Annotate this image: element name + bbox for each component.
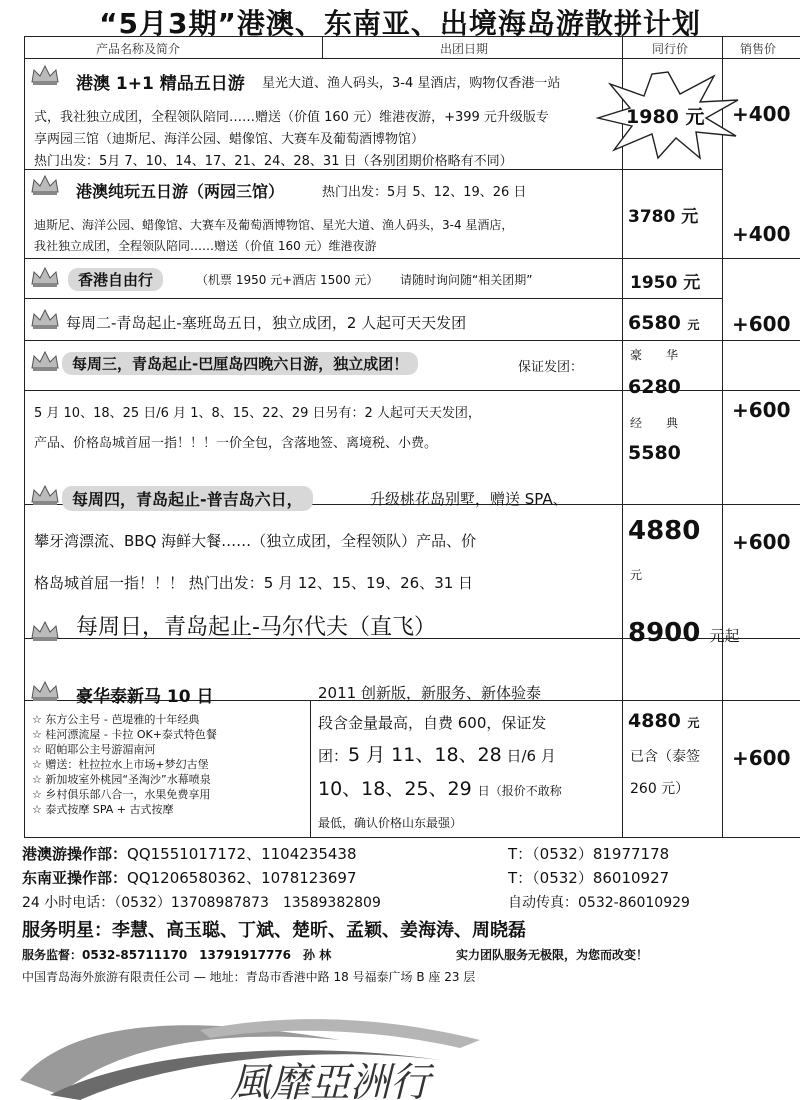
- row4-product-name: 每周二-青岛起止-塞班岛五日，独立成团，2 人起可天天发团: [66, 314, 467, 332]
- row1-product-name: 港澳 1+1 精品五日游: [76, 74, 245, 94]
- row1-price: 1980 元: [626, 106, 705, 128]
- list-item: ☆ 昭帕耶公主号游湄南河: [32, 743, 156, 756]
- crown-icon: [30, 680, 60, 702]
- row1-sale: +400: [732, 102, 791, 126]
- row8-bullet-list: [32, 712, 217, 817]
- page-title: “5月3期”港澳、东南亚、出境海岛游散拼计划: [99, 7, 701, 40]
- footer-hk-tel: T：（0532）81977178: [508, 845, 670, 863]
- row8-product-name: 豪华泰新马 10 日: [76, 687, 214, 707]
- row6-product-name: 每周四，青岛起止-普吉岛六日，: [62, 486, 313, 511]
- row8-included-2: 260 元）: [630, 781, 690, 797]
- row3-detail: （机票 1950 元+酒店 1500 元）: [196, 273, 379, 287]
- row5-tail: 保证发团：: [518, 360, 584, 375]
- row8-desc2: 段含金量最高，自费 600，保证发: [318, 714, 547, 732]
- row6-tail: 升级桃花岛别墅，赠送 SPA、: [370, 490, 568, 508]
- row2-sale: +400: [732, 222, 791, 246]
- crown-icon: [30, 484, 60, 506]
- row1-line2: 式，我社独立成团，全程领队陪同……赠送（价值 160 元）维港夜游，+399 元升级版专: [34, 110, 549, 125]
- crown-icon: [30, 174, 60, 196]
- footer-sea-tel: T：（0532）86010927: [508, 869, 670, 887]
- list-item: ☆ 泰式按摩 SPA + 古式按摩: [32, 803, 174, 816]
- row2-product-name: 港澳纯玩五日游（两园三馆）: [76, 182, 285, 201]
- footer-hk-label: 港澳游操作部：: [22, 845, 128, 863]
- row6-line3: 格岛城首屈一指！！！ 热门出发：5 月 12、15、19、26、31 日: [34, 574, 474, 592]
- footer-hk-contact: 港澳游操作部：QQ1551017172、1104235438: [22, 845, 357, 863]
- row7-price: 8900 元起: [628, 618, 740, 648]
- row4-price-unit: 元: [687, 318, 700, 332]
- row5-tier1-label: 豪 华: [630, 348, 679, 362]
- list-item: ☆ 桂河漂流屋 - 卡拉 OK+泰式特色餐: [32, 728, 217, 741]
- row6-price-unit: 元: [630, 568, 643, 582]
- list-item: ☆ 东方公主号 - 芭堤雅的十年经典: [32, 713, 200, 726]
- footer-fax: 自动传真：0532-86010929: [508, 895, 690, 911]
- row8-desc5: 最低，确认价格山东最强）: [318, 816, 463, 830]
- row1-line1: 星光大道、渔人码头，3-4 星酒店，购物仅香港一站: [262, 76, 561, 91]
- row1-line3: 享两园三馆（迪斯尼、海洋公园、蜡像馆、大赛车及葡萄酒博物馆）: [34, 132, 425, 147]
- list-item: ☆ 赠送：杜拉拉水上市场+梦幻古堡: [32, 758, 209, 771]
- crown-icon: [30, 266, 60, 288]
- row8-desc1: 2011 创新版，新服务、新体验泰: [318, 684, 541, 702]
- row3-product-name: 香港自由行: [68, 268, 163, 291]
- list-item: ☆ 新加坡室外桃园“圣淘沙”水幕喷泉: [32, 773, 211, 786]
- row4-sale: +600: [732, 312, 791, 336]
- row5-tier2-label: 经 典: [630, 416, 679, 430]
- row3-price: 1950 元: [630, 273, 701, 293]
- header-product: 产品名称及简介: [96, 42, 181, 56]
- crown-icon: [30, 64, 60, 86]
- header-sale-price: 销售价: [740, 42, 777, 56]
- footer-slogan: 实力团队服务无极限，为您而改变！: [456, 948, 649, 962]
- row5-sale: +600: [732, 398, 791, 422]
- row5-product-name: 每周三，青岛起止-巴厘岛四晚六日游，独立成团！: [62, 352, 418, 375]
- crown-icon: [30, 620, 60, 642]
- footer-hotline: 24 小时电话：（0532）13708987873 13589382809: [22, 895, 381, 911]
- footer-supervise: 服务监督：0532-85711170 13791917776 孙 林: [22, 948, 332, 962]
- row8-sale: +600: [732, 746, 791, 770]
- row5-line2: 5 月 10、18、25 日/6 月 1、8、15、22、29 日另有：2 人起可天天发团，: [34, 406, 481, 421]
- row8-desc4: 10、18、25、29 日（报价不敢称: [318, 778, 562, 800]
- row5-tier1-price: 6280: [628, 376, 681, 398]
- footer-service-stars: 服务明星：李慧、高玉聪、丁斌、楚昕、孟颖、姜海涛、周晓磊: [22, 920, 526, 941]
- row2-price: 3780 元: [628, 207, 699, 227]
- row6-price: 4880: [628, 516, 701, 546]
- header-date: 出团日期: [440, 42, 489, 56]
- row8-price-unit: 元: [687, 716, 700, 730]
- row5-tier2-price: 5580: [628, 442, 681, 464]
- itinerary-table: [0, 36, 800, 838]
- row8-price: 4880 元: [628, 710, 700, 732]
- row6-line2: 攀牙湾漂流、BBQ 海鲜大餐……（独立成团，全程领队）产品、价: [34, 532, 477, 550]
- row8-included: 已含（泰签: [630, 749, 700, 765]
- row5-line3: 产品、价格岛城首屈一指！！！一价全包，含落地签、离境税、小费。: [34, 436, 438, 451]
- list-item: ☆ 乡村俱乐部八合一，水果免费享用: [32, 788, 211, 801]
- row2-line3: 我社独立成团，全程领队陪同……赠送（价值 160 元）维港夜游: [34, 239, 377, 253]
- row7-price-unit: 元起: [709, 627, 740, 645]
- row2-line2: 迪斯尼、海洋公园、蜡像馆、大赛车及葡萄酒博物馆、星光大道、渔人码头，3-4 星酒店，: [34, 218, 514, 232]
- row6-sale: +600: [732, 530, 791, 554]
- footer-company-address: 中国青岛海外旅游有限责任公司 — 地址：青岛市香港中路 18 号福泰广场 B 座 23 层: [22, 970, 476, 984]
- row3-note: 请随时询问随“相关团期”: [400, 273, 533, 287]
- row4-price: 6580 元: [628, 312, 700, 334]
- header-trade-price: 同行价: [652, 42, 689, 56]
- brand-logo: [20, 1000, 800, 1100]
- row1-line4: 热门出发：5月 7、10、14、17、21、24、28、31 日（各别团期价格略有不同）: [34, 154, 513, 169]
- row2-dates: 热门出发：5月 5、12、19、26 日: [322, 185, 527, 200]
- footer-sea-contact: 东南亚操作部：QQ1206580362、1078123697: [22, 869, 357, 887]
- footer-sea-label: 东南亚操作部：: [22, 869, 128, 887]
- crown-icon: [30, 350, 60, 372]
- crown-icon: [30, 308, 60, 330]
- brand-logo-text: 風靡亞洲行: [230, 1060, 430, 1100]
- row7-product-name: 每周日，青岛起止-马尔代夫（直飞）: [76, 615, 436, 640]
- row8-desc3: 团：5 月 11、18、28 日/6 月: [318, 744, 556, 766]
